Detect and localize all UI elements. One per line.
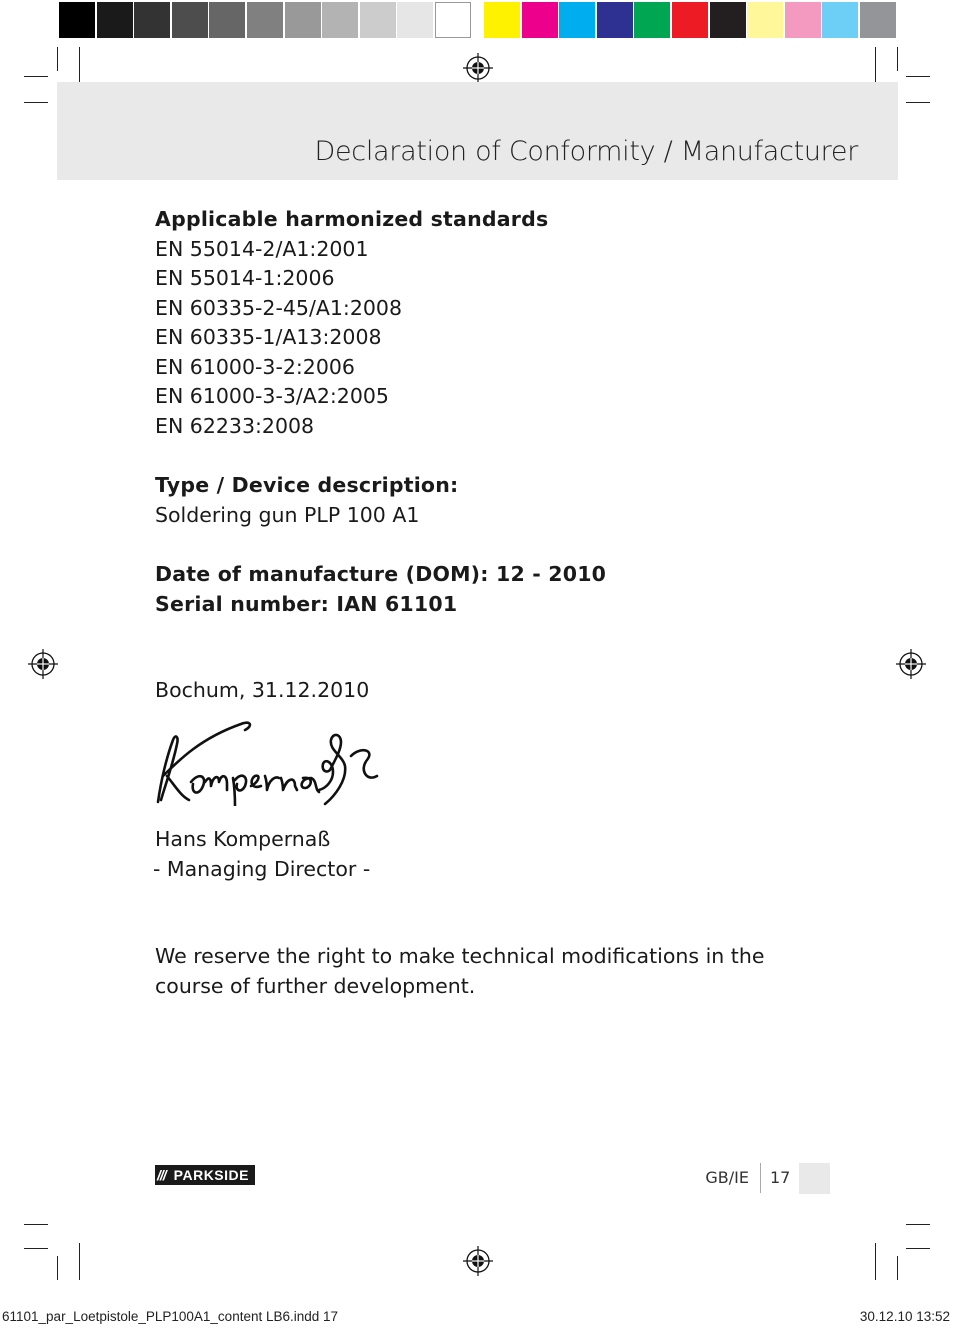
color-swatch <box>172 2 208 38</box>
signature-image <box>155 720 383 806</box>
crop-mark <box>57 1256 58 1280</box>
page-number: 17 <box>770 1168 791 1187</box>
standard-item: EN 62233:2008 <box>155 413 315 438</box>
grayscale-calibration-bar <box>59 2 473 38</box>
color-swatch <box>522 2 558 38</box>
parkside-logo <box>155 1165 255 1185</box>
color-swatch <box>860 2 896 38</box>
page-tab <box>799 1163 830 1194</box>
crop-mark <box>897 1256 898 1280</box>
signer-name: Hans Kompernaß <box>155 827 331 851</box>
crop-mark <box>24 1224 48 1225</box>
registration-mark-icon <box>463 53 493 83</box>
signer-block <box>155 824 370 884</box>
registration-mark-icon <box>463 1246 493 1276</box>
standard-item: EN 61000-3-2:2006 <box>155 354 355 379</box>
crop-mark <box>24 102 48 103</box>
crop-mark <box>24 76 48 77</box>
color-swatch <box>247 2 283 38</box>
color-swatch <box>322 2 358 38</box>
device-heading: Type / Device description: <box>155 473 459 497</box>
registration-mark-icon <box>896 649 926 679</box>
crop-mark <box>57 47 58 71</box>
crop-mark <box>79 1243 80 1280</box>
color-swatch <box>435 2 471 38</box>
crop-mark <box>79 47 80 85</box>
color-swatch <box>97 2 133 38</box>
color-swatch <box>559 2 595 38</box>
standard-item: EN 55014-2/A1:2001 <box>155 236 369 261</box>
standard-item: EN 60335-1/A13:2008 <box>155 325 382 349</box>
crop-mark <box>24 1248 48 1249</box>
color-calibration-bar <box>484 2 898 38</box>
color-swatch <box>634 2 670 38</box>
crop-mark <box>897 47 898 71</box>
signer-role: - Managing Director - <box>153 857 371 881</box>
color-swatch <box>822 2 858 38</box>
serial-number: Serial number: IAN 61101 <box>155 591 458 616</box>
crop-mark <box>906 102 930 103</box>
page-title: Declaration of Conformity / Manufacturer <box>314 136 858 167</box>
color-swatch <box>360 2 396 38</box>
color-swatch <box>672 2 708 38</box>
color-swatch <box>710 2 746 38</box>
color-swatch <box>597 2 633 38</box>
device-description: Soldering gun PLP 100 A1 <box>155 502 420 527</box>
manufacture-date: Date of manufacture (DOM): 12 - 2010 <box>155 562 607 586</box>
crop-mark <box>906 1224 930 1225</box>
color-swatch <box>484 2 520 38</box>
logo-slashes: /// <box>157 1167 166 1183</box>
color-swatch <box>785 2 821 38</box>
crop-mark <box>906 1248 930 1249</box>
color-swatch <box>134 2 170 38</box>
color-swatch <box>285 2 321 38</box>
registration-mark-icon <box>28 649 58 679</box>
modification-notice: We reserve the right to make technical modifications in the course of further development. <box>155 944 765 998</box>
color-swatch <box>209 2 245 38</box>
place-date: Bochum, 31.12.2010 <box>155 678 370 702</box>
color-swatch <box>747 2 783 38</box>
language-code: GB/IE <box>705 1168 749 1187</box>
standard-item: EN 60335-2-45/A1:2008 <box>155 295 402 320</box>
declaration-content <box>155 205 815 619</box>
crop-mark <box>875 47 876 85</box>
color-swatch <box>59 2 95 38</box>
crop-mark <box>875 1243 876 1280</box>
standard-item: EN 61000-3-3/A2:2005 <box>155 384 389 408</box>
crop-mark <box>906 76 930 77</box>
color-swatch <box>397 2 433 38</box>
standards-heading: Applicable harmonized standards <box>155 207 549 231</box>
slug-filename: 61101_par_Loetpistole_PLP100A1_content LB6.indd 17 <box>2 1309 339 1324</box>
logo-text: PARKSIDE <box>173 1167 249 1183</box>
footer-divider <box>760 1163 761 1193</box>
slug-timestamp: 30.12.10 13:52 <box>859 1309 950 1324</box>
standard-item: EN 55014-1:2006 <box>155 266 335 290</box>
